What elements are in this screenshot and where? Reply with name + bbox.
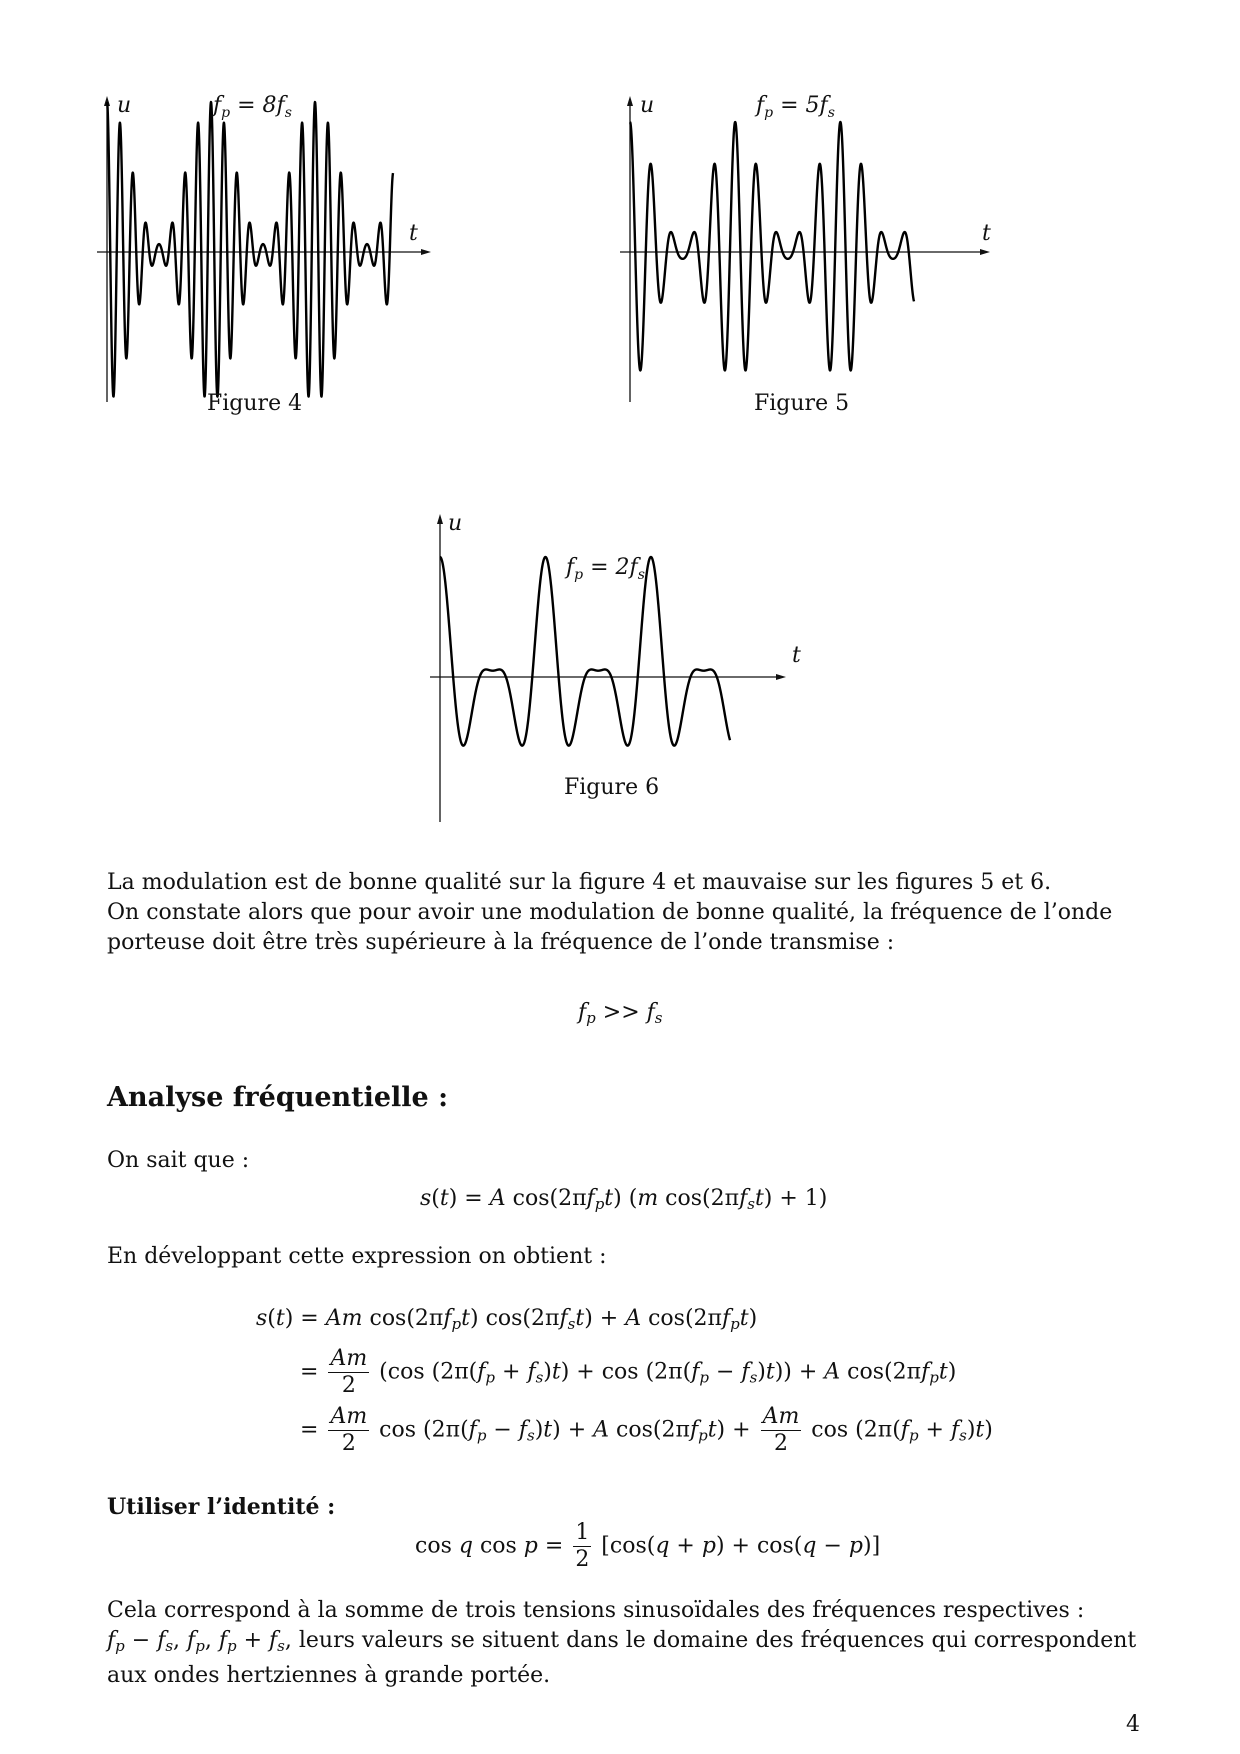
figure-4-plot: [95, 90, 445, 430]
figure-6-plot: [428, 510, 808, 830]
expansion-line-3: = $\frac{Am}{2}$ $\cos (2\pi(f_p - f_s)t) + A$ $\cos(2\pi f_pt)$ + $\frac{Am}{2}$ $\cos (2\pi(f_p + f_s)t)$: [300, 1404, 993, 1456]
signal-equation: s(t) = A $\cos(2\pi f_pt)$ (m $\cos(2\pi f_st) + 1$): [420, 1186, 828, 1213]
modulated-wave: [440, 557, 730, 746]
figure-caption: Figure 5: [754, 391, 850, 416]
condition-equation: $f_p >> f_s$: [578, 1000, 663, 1027]
paragraph-line: La modulation est de bonne qualité sur la figure 4 et mauvaise sur les figures 5 et 6.: [107, 870, 1052, 895]
figure-4: [95, 90, 445, 430]
developpant-text: En développant cette expression on obtient :: [107, 1244, 607, 1269]
on-sait-text: On sait que :: [107, 1148, 250, 1173]
x-axis-arrow-icon: [776, 674, 786, 680]
figure-caption: Figure 6: [564, 775, 660, 800]
x-axis-label: t: [982, 221, 991, 246]
expansion-line-1: s(t) = Am $\cos(2\pi f_pt) \cos(2\pi f_st) + A$ $\cos(2\pi f_pt)$: [256, 1306, 758, 1333]
y-axis-arrow-icon: [437, 514, 443, 524]
ratio-label: $f_p = 2f_s$: [566, 555, 645, 583]
ratio-label: $f_p = 5f_s$: [756, 93, 835, 121]
conclusion-paragraph: [107, 1596, 1137, 1691]
x-axis-arrow-icon: [421, 249, 431, 255]
identity-equation: cos q cos p = $\frac{1}{2}$ [cos(q + p) + cos(q − p)]: [415, 1520, 881, 1572]
paragraph-line: On constate alors que pour avoir une modulation de bonne qualité, la fréquence de l’onde porteuse doit être très supérieure à la fréquence de l’onde transmise :: [107, 900, 1113, 955]
identity-title: Utiliser l’identité :: [107, 1494, 336, 1520]
x-axis-arrow-icon: [980, 249, 990, 255]
y-axis-label: u: [117, 93, 132, 118]
figure-5-plot: [618, 90, 1008, 430]
figure-caption: Figure 4: [207, 391, 303, 416]
modulated-wave: [107, 102, 393, 397]
expansion-line-2: = $\frac{Am}{2}$ (cos $(2\pi(f_p + f_s)t) + \cos (2\pi(f_p - f_s)t)) + A$ $\cos(2\pi f_pt)$: [300, 1346, 957, 1398]
paragraph-line: $f_p - f_s$, $f_p$, $f_p + f_s$, leurs valeurs se situent dans le domaine des fréquences qui correspondent aux ondes hertziennes à grande portée.: [107, 1628, 1137, 1688]
y-axis-arrow-icon: [627, 96, 633, 106]
x-axis-label: t: [409, 221, 418, 246]
figure-5: [618, 90, 1008, 430]
ratio-label: $f_p = 8f_s$: [213, 93, 292, 121]
page-number: 4: [1126, 1712, 1140, 1737]
y-axis-label: u: [448, 511, 463, 536]
section-heading: Analyse fréquentielle :: [107, 1082, 449, 1113]
paragraph-quality: [107, 868, 1137, 958]
x-axis-label: t: [792, 643, 801, 668]
modulated-wave: [630, 122, 914, 370]
paragraph-line: Cela correspond à la somme de trois tensions sinusoïdales des fréquences respectives :: [107, 1598, 1085, 1623]
figure-6: [428, 510, 808, 830]
y-axis-label: u: [640, 93, 655, 118]
